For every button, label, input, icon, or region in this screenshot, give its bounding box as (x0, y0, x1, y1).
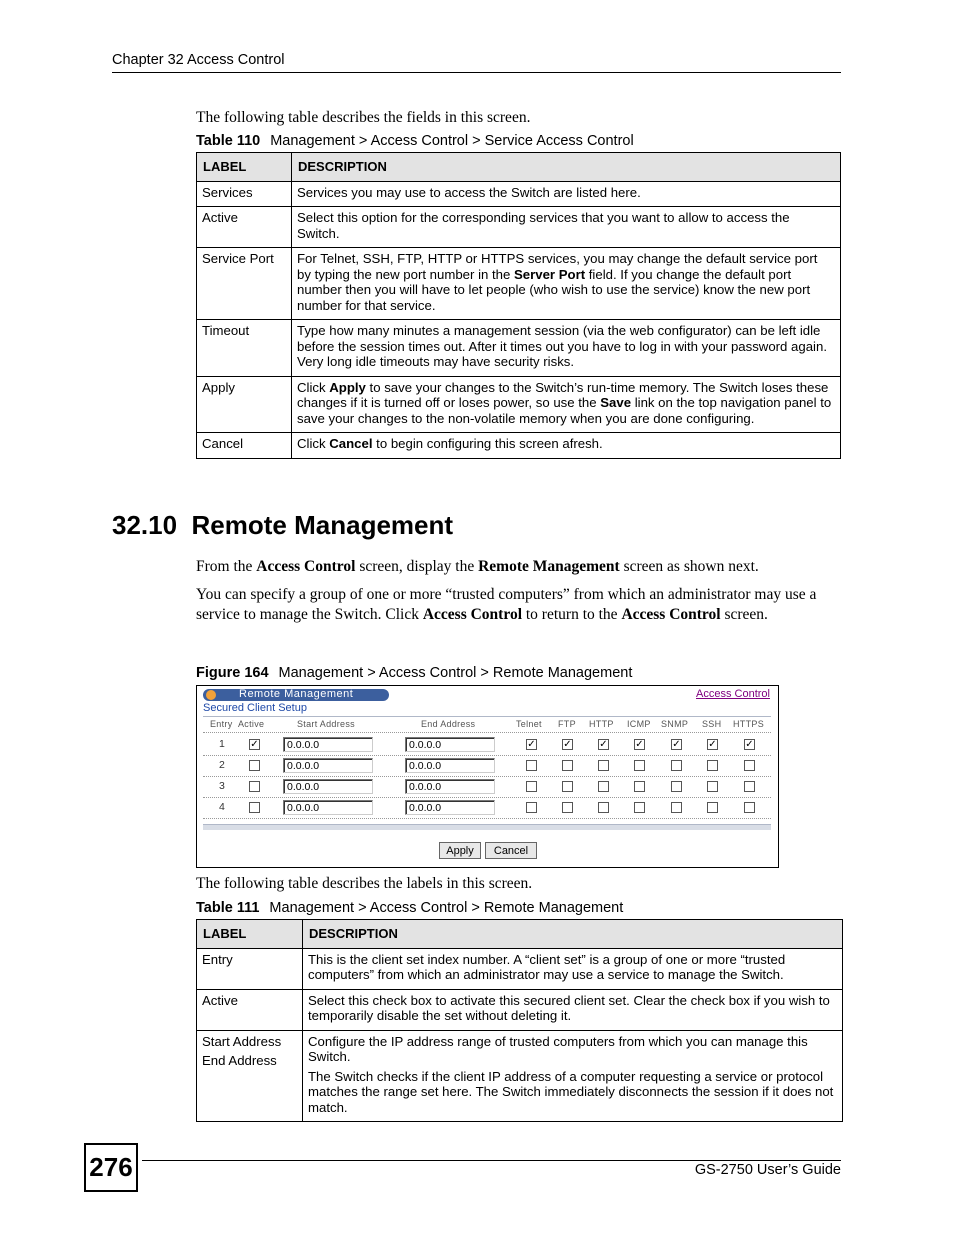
desc-text: to save your changes to the Switch’s run-time memory. The Switch loses these changes if it is turned off or loses power, so use the (297, 379, 829, 410)
footer-rule (142, 1160, 841, 1161)
table-row (197, 433, 841, 459)
snmp-checkbox[interactable] (671, 760, 682, 771)
desc-bold: Save (600, 395, 632, 410)
row-label: Active (197, 989, 303, 1030)
table-header-row (197, 920, 843, 949)
table-row (197, 320, 841, 377)
para-text: to return to the (522, 606, 622, 623)
secured-client-setup-heading: Secured Client Setup (203, 702, 307, 714)
snmp-checkbox[interactable]: ✓ (672, 739, 681, 750)
row-label-start: Start Address (202, 1033, 282, 1049)
ssh-checkbox[interactable] (707, 760, 718, 771)
entry-number: 2 (219, 759, 225, 771)
telnet-checkbox[interactable] (526, 781, 537, 792)
row-divider (203, 818, 771, 819)
telnet-checkbox[interactable] (526, 760, 537, 771)
column-header-active: Active (238, 719, 265, 729)
http-checkbox[interactable] (598, 802, 609, 813)
paragraph-display-screen (196, 557, 842, 577)
desc-text: link on the top navigation panel to save your changes to the non-volatile memory when you are done configuring. (297, 395, 832, 426)
column-header-ftp: FTP (558, 719, 576, 729)
paragraph-trusted-computers (196, 585, 842, 625)
para-text: screen. (720, 606, 768, 623)
end-address-input[interactable]: 0.0.0.0 (405, 800, 495, 815)
row-description (292, 376, 841, 433)
table-header-label: LABEL (197, 153, 292, 182)
start-address-input[interactable]: 0.0.0.0 (283, 737, 373, 752)
row-description (303, 1030, 843, 1122)
intro-paragraph: The following table describes the fields in this screen. (196, 109, 531, 126)
desc-bold: Server Port (514, 266, 586, 282)
table-row (197, 181, 841, 207)
icmp-checkbox[interactable]: ✓ (635, 739, 644, 750)
row-label: Active (197, 207, 292, 248)
row-description: This is the client set index number. A “client set” is a group of one or more “trusted computers” from which an administrator may use a service to manage the Switch. (303, 948, 843, 989)
end-address-input[interactable]: 0.0.0.0 (405, 758, 495, 773)
table-header-row (197, 153, 841, 182)
page-number: 276 (84, 1143, 138, 1192)
row-label: Entry (197, 948, 303, 989)
intro-labels-paragraph: The following table describes the labels in this screen. (196, 875, 533, 892)
row-description (292, 433, 841, 459)
footer-guide-title: GS-2750 User’s Guide (694, 1162, 841, 1178)
row-label: Apply (197, 376, 292, 433)
ssh-checkbox[interactable] (707, 781, 718, 792)
row-description: Select this option for the corresponding services that you want to allow to access the Switch. (292, 207, 841, 248)
desc-text: field. If you change the default port number then you will have to let people (who wish to use the service) know the new port number for that service. (297, 266, 811, 313)
table-110-caption (196, 133, 634, 149)
http-checkbox[interactable] (598, 760, 609, 771)
column-header-telnet: Telnet (516, 719, 542, 729)
ssh-checkbox[interactable] (707, 802, 718, 813)
para-text: You can specify a group of one or more “trusted computers” from which an administrator may use a service to manage the Switch. Click (196, 586, 817, 623)
table-111-caption (196, 900, 623, 916)
para-text: From the (196, 558, 257, 575)
desc-text: Click (297, 379, 330, 395)
desc-bold: Apply (329, 379, 366, 395)
row-divider (203, 776, 771, 777)
table-header-description: DESCRIPTION (303, 920, 843, 949)
column-header-snmp: SNMP (661, 719, 689, 729)
desc-text: to begin configuring this screen afresh. (372, 436, 603, 451)
column-header-http: HTTP (589, 719, 614, 729)
table-header-description: DESCRIPTION (292, 153, 841, 182)
row-divider (203, 732, 771, 733)
column-header-entry: Entry (210, 719, 233, 729)
start-address-input[interactable]: 0.0.0.0 (283, 779, 373, 794)
section-heading (112, 510, 453, 541)
row-label: Timeout (197, 320, 292, 377)
https-checkbox[interactable] (744, 802, 755, 813)
http-checkbox[interactable] (598, 781, 609, 792)
https-checkbox[interactable] (744, 781, 755, 792)
start-address-input[interactable]: 0.0.0.0 (283, 800, 373, 815)
active-checkbox[interactable] (249, 781, 260, 792)
column-header-icmp: ICMP (627, 719, 651, 729)
table-row (197, 207, 841, 248)
active-checkbox[interactable] (249, 760, 260, 771)
active-checkbox[interactable]: ✓ (250, 739, 259, 750)
table-row (197, 989, 843, 1030)
para-bold: Access Control (256, 558, 356, 575)
row-label: Service Port (197, 248, 292, 320)
row-description: Type how many minutes a management session (via the web configurator) can be left idle before the session times out. After it times out you have to log in with your password again. Very long idle timeouts may have security risks. (292, 320, 841, 377)
snmp-checkbox[interactable] (671, 781, 682, 792)
ftp-checkbox[interactable] (562, 760, 573, 771)
snmp-checkbox[interactable] (671, 802, 682, 813)
end-address-input[interactable]: 0.0.0.0 (405, 779, 495, 794)
ftp-checkbox[interactable] (562, 802, 573, 813)
desc-paragraph: The Switch checks if the client IP address of a computer requesting a service or protocol matches the range set here. The Switch immediately disconnects the session if it does not match. (308, 1068, 834, 1115)
table-111-number: Table 111 (196, 900, 260, 916)
table-111 (196, 919, 843, 1122)
para-text: screen, display the (355, 558, 479, 575)
cancel-button[interactable]: Cancel (485, 842, 537, 859)
end-address-input[interactable]: 0.0.0.0 (405, 737, 495, 752)
ssh-checkbox[interactable]: ✓ (708, 739, 717, 750)
table-110-number: Table 110 (196, 133, 261, 149)
start-address-input[interactable]: 0.0.0.0 (283, 758, 373, 773)
entry-number: 4 (219, 801, 225, 813)
active-checkbox[interactable] (249, 802, 260, 813)
para-bold: Remote Management (478, 558, 620, 575)
row-label: Services (197, 181, 292, 207)
table-row (197, 1030, 843, 1122)
figure-164-title: Management > Access Control > Remote Management (278, 665, 633, 681)
icmp-checkbox[interactable] (634, 781, 645, 792)
row-description: Services you may use to access the Switch are listed here. (292, 181, 841, 207)
table-row (197, 948, 843, 989)
figure-164-number: Figure 164 (196, 665, 269, 681)
apply-button[interactable]: Apply (439, 842, 481, 859)
desc-paragraph: Configure the IP address range of trusted computers from which you can manage this Switch. (308, 1033, 808, 1064)
row-description: Select this check box to activate this secured client set. Clear the check box if you wish to temporarily disable the set without deleting it. (303, 989, 843, 1030)
desc-bold: Cancel (329, 436, 373, 451)
screen-title-bar (203, 689, 389, 701)
desc-text: Click (297, 436, 330, 451)
figure-164-caption (196, 665, 632, 681)
table-row (197, 248, 841, 320)
row-label: Cancel (197, 433, 292, 459)
access-control-link[interactable]: Access Control (696, 688, 770, 700)
table-111-title: Management > Access Control > Remote Management (269, 900, 624, 916)
screen-title: Remote Management (239, 688, 354, 700)
ftp-checkbox[interactable] (562, 781, 573, 792)
entry-number: 1 (219, 738, 225, 750)
header-rule (112, 72, 841, 73)
remote-management-screen (196, 685, 779, 868)
https-checkbox[interactable]: ✓ (745, 739, 754, 750)
section-number: 32.10 (112, 510, 178, 540)
row-divider (203, 755, 771, 756)
table-110-title: Management > Access Control > Service Access Control (270, 133, 634, 149)
row-label (197, 1030, 303, 1122)
telnet-checkbox[interactable]: ✓ (527, 739, 536, 750)
desc-text: For Telnet, SSH, FTP, HTTP or HTTPS services, you may change the default service port by typing the new port number in the (297, 251, 818, 282)
table-bottom-bar (203, 824, 771, 830)
icmp-checkbox[interactable] (634, 760, 645, 771)
ftp-checkbox[interactable]: ✓ (563, 739, 572, 750)
chapter-header: Chapter 32 Access Control (112, 52, 285, 68)
table-row (197, 376, 841, 433)
https-checkbox[interactable] (744, 760, 755, 771)
telnet-checkbox[interactable] (526, 802, 537, 813)
subtitle-divider (203, 716, 771, 717)
table-110 (196, 152, 841, 459)
row-label-end: End Address (202, 1053, 277, 1068)
entry-number: 3 (219, 780, 225, 792)
column-header-https: HTTPS (733, 719, 765, 729)
section-title: Remote Management (191, 510, 454, 540)
para-bold: Access Control (422, 606, 522, 623)
title-bullet-icon (206, 690, 216, 700)
row-divider (203, 797, 771, 798)
table-header-label: LABEL (197, 920, 303, 949)
icmp-checkbox[interactable] (634, 802, 645, 813)
para-bold: Access Control (621, 606, 721, 623)
http-checkbox[interactable]: ✓ (599, 739, 608, 750)
column-header-end-address: End Address (421, 719, 476, 729)
row-description (292, 248, 841, 320)
para-text: screen as shown next. (619, 558, 759, 575)
column-header-ssh: SSH (702, 719, 722, 729)
column-header-start-address: Start Address (297, 719, 355, 729)
